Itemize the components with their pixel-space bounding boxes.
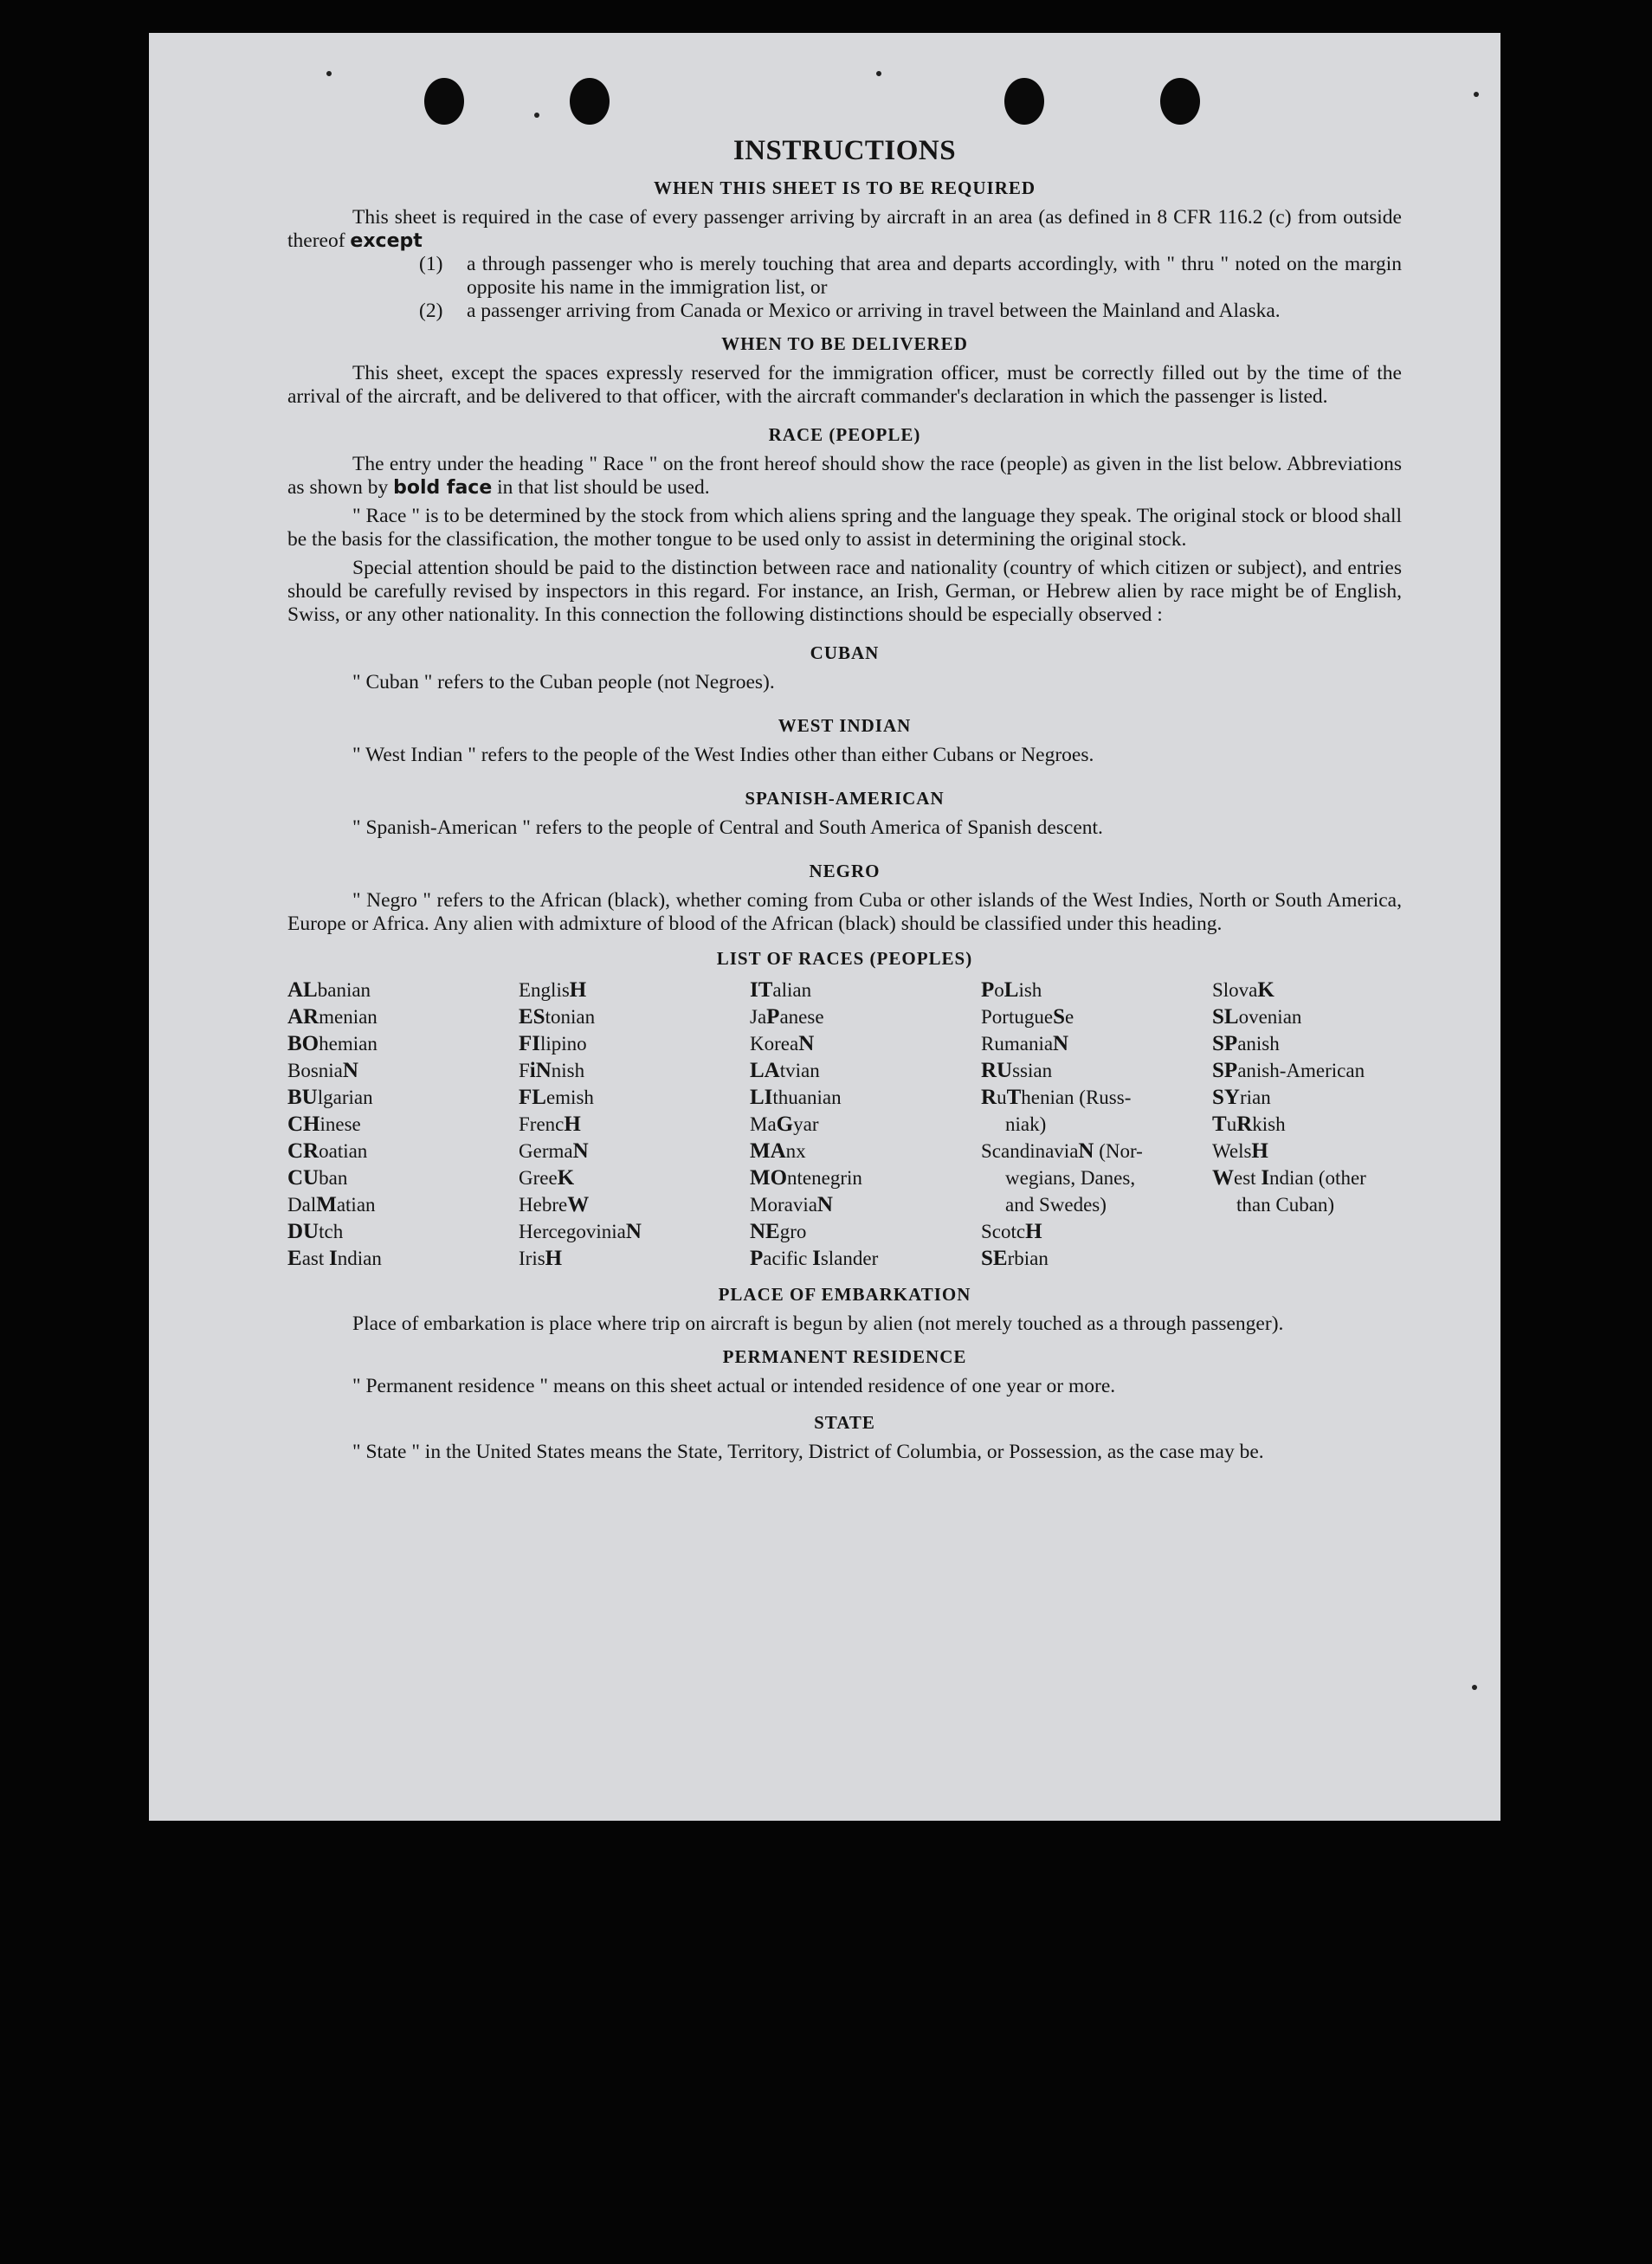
required-intro: This sheet is required in the case of every passenger arriving by aircraft in an area (as defined in 8 CFR 116.2 (c) from outside thereof except	[287, 206, 1402, 252]
race-entry: West Indian (other	[1212, 1166, 1366, 1190]
race-entry: MaGyar	[750, 1113, 819, 1136]
race-entry: SYrian	[1212, 1086, 1271, 1109]
residence-text: " Permanent residence " means on this sheet actual or intended residence of one year or more.	[352, 1375, 1116, 1397]
list-item	[419, 253, 1402, 300]
race-entry: LIthuanian	[750, 1086, 842, 1109]
race-column	[287, 977, 519, 1272]
race-entry: WelsH	[1212, 1139, 1268, 1163]
race-entry: GreeK	[519, 1166, 575, 1190]
race-column	[981, 977, 1212, 1272]
race-entry: BOhemian	[287, 1032, 378, 1055]
item-text: a through passenger who is merely touching that area and departs accordingly, with " thru " noted on the margin opposite his name in the immigration list, or	[467, 253, 1402, 299]
race-entry: RumaniaN	[981, 1032, 1069, 1055]
race-paragraph-2: " Race " is to be determined by the stock from which aliens spring and the language they speak. The original stock or blood shall be the basis for the classification, the mother tongue to be used only to assist in determining the original stock.	[287, 505, 1402, 551]
punch-hole	[1160, 78, 1200, 125]
race-entry: FLemish	[519, 1086, 594, 1109]
race-entry: HercegoviniaN	[519, 1220, 642, 1243]
list-item	[419, 300, 1402, 323]
race-entry: MOntenegrin	[750, 1166, 862, 1190]
heading-delivered: WHEN TO BE DELIVERED	[721, 333, 968, 354]
race-entry: BosniaN	[287, 1059, 358, 1082]
race-entry: RuThenian (Russ-	[981, 1086, 1132, 1109]
heading-negro: NEGRO	[809, 861, 881, 881]
speck	[534, 113, 539, 118]
race-entry: SPanish	[1212, 1032, 1280, 1055]
race-entry: GermaN	[519, 1139, 589, 1163]
race-entry: SErbian	[981, 1247, 1049, 1270]
speck	[1472, 1685, 1477, 1690]
heading-cuban: CUBAN	[810, 642, 880, 663]
race-entry: DUtch	[287, 1220, 344, 1243]
race-paragraph-1: The entry under the heading " Race " on the front hereof should show the race (people) as given in the list below. Abbreviations as shown by bold face in that list should be used.	[287, 453, 1402, 499]
heading-state: STATE	[814, 1412, 875, 1433]
spanish-american-text: " Spanish-American " refers to the people of Central and South America of Spanish descent.	[352, 816, 1103, 839]
race-entry: RUssian	[981, 1059, 1053, 1082]
race-entry: SlovaK	[1212, 978, 1274, 1002]
heading-west-indian: WEST INDIAN	[778, 715, 912, 736]
race-entry: FiNnish	[519, 1059, 585, 1082]
item-number: (2)	[419, 300, 443, 322]
race-entry: NEgro	[750, 1220, 807, 1243]
race-entry: ScandinaviaN (Nor-	[981, 1139, 1143, 1163]
race-entry: BUlgarian	[287, 1086, 373, 1109]
race-entry: IrisH	[519, 1247, 563, 1270]
embarkation-text: Place of embarkation is place where trip on aircraft is begun by alien (not merely touched as a through passenger).	[352, 1313, 1284, 1335]
race-entry: DalMatian	[287, 1193, 376, 1216]
race-entry: EnglisH	[519, 978, 587, 1002]
instructions-content	[287, 135, 1402, 1464]
race-entry: CHinese	[287, 1113, 361, 1136]
race-entry: East Indian	[287, 1247, 382, 1270]
race-entry: SLovenian	[1212, 1005, 1302, 1029]
punch-hole	[424, 78, 464, 125]
race-entry: ITalian	[750, 978, 812, 1002]
item-number: (1)	[419, 253, 443, 275]
race-entry: than Cuban)	[1236, 1194, 1335, 1216]
race-list	[287, 977, 1402, 1272]
race-entry: MAnx	[750, 1139, 806, 1163]
punch-hole	[1004, 78, 1044, 125]
heading-race: RACE (PEOPLE)	[768, 424, 921, 445]
race-column	[1212, 977, 1403, 1272]
speck	[1474, 92, 1479, 97]
page-title: INSTRUCTIONS	[732, 135, 957, 166]
race-entry: and Swedes)	[1005, 1194, 1107, 1216]
race-entry: FrencH	[519, 1113, 581, 1136]
speck	[876, 71, 881, 76]
heading-residence: PERMANENT RESIDENCE	[722, 1346, 967, 1367]
heading-list-of-races: LIST OF RACES (PEOPLES)	[716, 948, 973, 969]
race-paragraph-3: Special attention should be paid to the distinction between race and nationality (country of which citizen or subject), and entries should be carefully revised by inspectors in this regard. For instance, an Irish, German, or Hebrew alien by race might be of English, Swiss, or any other nationality. In this connection the following distinctions should be especially observed :	[287, 557, 1402, 626]
race-entry: SPanish-American	[1212, 1059, 1365, 1082]
race-entry: CUban	[287, 1166, 348, 1190]
race-entry: CRoatian	[287, 1139, 368, 1163]
race-entry: ScotcH	[981, 1220, 1042, 1243]
delivered-text: This sheet, except the spaces expressly reserved for the immigration officer, must be correctly filled out by the time of the arrival of the aircraft, and be delivered to that officer, with the aircraft commander's declaration in which the passenger is listed.	[287, 362, 1402, 408]
punch-hole	[570, 78, 610, 125]
race-entry: EStonian	[519, 1005, 596, 1029]
race-entry: ALbanian	[287, 978, 371, 1002]
heading-required: WHEN THIS SHEET IS TO BE REQUIRED	[653, 177, 1036, 198]
race-entry: PoLish	[981, 978, 1042, 1002]
race-entry: KoreaN	[750, 1032, 815, 1055]
speck	[326, 71, 332, 76]
race-entry: FIlipino	[519, 1032, 587, 1055]
state-text: " State " in the United States means the State, Territory, District of Columbia, or Possession, as the case may be.	[352, 1441, 1264, 1463]
race-entry: TuRkish	[1212, 1113, 1286, 1136]
negro-text: " Negro " refers to the African (black), whether coming from Cuba or other islands of the West Indies, North or South America, Europe or Africa. Any alien with admixture of blood of the African (black) should be classified under this heading.	[287, 889, 1402, 935]
race-entry: JaPanese	[750, 1005, 824, 1029]
race-entry: ARmenian	[287, 1005, 378, 1029]
document-sheet	[149, 33, 1500, 1821]
west-indian-text: " West Indian " refers to the people of the West Indies other than either Cubans or Negroes.	[352, 744, 1094, 766]
race-entry: Pacific Islander	[750, 1247, 879, 1270]
race-entry: LAtvian	[750, 1059, 820, 1082]
race-entry: PortugueSe	[981, 1005, 1074, 1029]
cuban-text: " Cuban " refers to the Cuban people (not Negroes).	[352, 671, 775, 693]
race-column	[750, 977, 981, 1272]
race-column	[519, 977, 750, 1272]
heading-spanish-american: SPANISH-AMERICAN	[745, 788, 945, 809]
race-entry: MoraviaN	[750, 1193, 833, 1216]
race-entry: wegians, Danes,	[1005, 1167, 1136, 1189]
heading-embarkation: PLACE OF EMBARKATION	[718, 1284, 971, 1305]
race-entry: niak)	[1005, 1113, 1047, 1135]
race-entry: HebreW	[519, 1193, 590, 1216]
item-text: a passenger arriving from Canada or Mexico or arriving in travel between the Mainland and Alaska.	[467, 300, 1281, 322]
